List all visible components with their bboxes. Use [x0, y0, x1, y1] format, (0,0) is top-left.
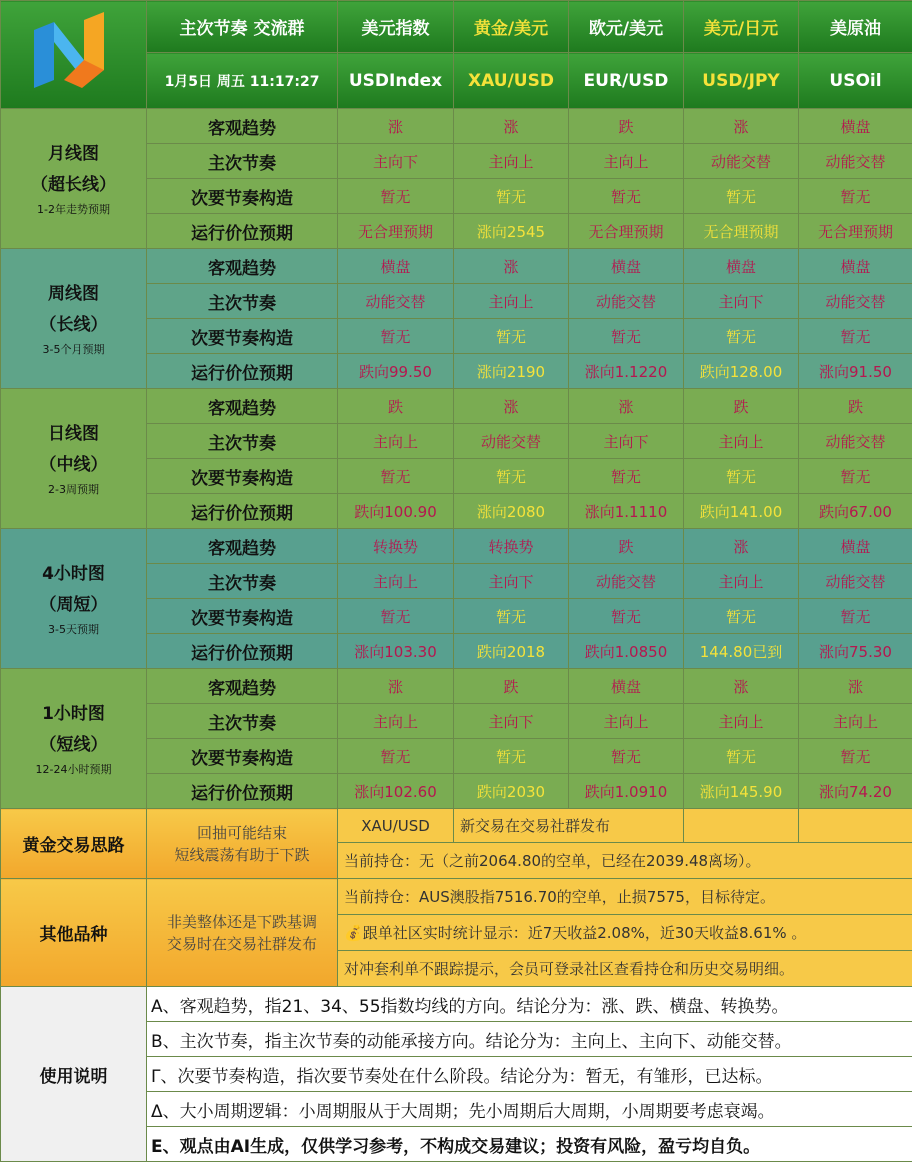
- timeframe-sub: （中线）: [39, 454, 108, 475]
- value-cell: 涨: [684, 669, 799, 704]
- value-cell: 暂无: [799, 459, 912, 494]
- stats-text: 跟单社区实时统计显示：近7天收益2.08%，近30天收益8.61% 。: [362, 924, 807, 942]
- value-cell: 动能交替: [799, 424, 912, 459]
- logo: [1, 1, 147, 109]
- value-cell: 动能交替: [338, 284, 454, 319]
- value-cell: 跌: [569, 529, 684, 564]
- timeframe-name: 日线图: [48, 423, 99, 444]
- value-cell: 主向下: [454, 704, 569, 739]
- timeframe-note: 3-5天预期: [48, 622, 99, 636]
- section-row: [1, 389, 912, 424]
- value-cell: 暂无: [569, 599, 684, 634]
- value-cell: 跌向1.0850: [569, 634, 684, 669]
- value-cell: 暂无: [569, 319, 684, 354]
- row-label: 客观趋势: [147, 389, 338, 424]
- value-cell: 转换势: [454, 529, 569, 564]
- value-cell: 跌: [799, 389, 912, 424]
- row-label: 主次节奏: [147, 284, 338, 319]
- value-cell: 主向上: [338, 424, 454, 459]
- value-cell: 主向上: [569, 704, 684, 739]
- value-cell: 暂无: [684, 459, 799, 494]
- datetime: 1月5日 周五 11:17:27: [147, 53, 338, 109]
- row-label: 次要节奏构造: [147, 179, 338, 214]
- value-cell: 跌: [454, 669, 569, 704]
- gold-strategy-label: 黄金交易思路: [1, 809, 147, 879]
- value-cell: 横盘: [799, 109, 912, 144]
- value-cell: 无合理预期: [569, 214, 684, 249]
- value-cell: 暂无: [684, 179, 799, 214]
- value-cell: 暂无: [454, 459, 569, 494]
- timeframe-cell: [1, 389, 147, 529]
- gold-instrument: XAU/USD: [338, 809, 454, 843]
- value-cell: 跌: [684, 389, 799, 424]
- instrument-code-4: USOil: [799, 53, 912, 109]
- value-cell: 144.80已到: [684, 634, 799, 669]
- row-label: 次要节奏构造: [147, 459, 338, 494]
- logo-icon: [24, 10, 124, 96]
- value-cell: 跌: [569, 109, 684, 144]
- money-bag-icon: 💰: [344, 924, 363, 942]
- value-cell: 涨向1.1220: [569, 354, 684, 389]
- instrument-cn-4: 美原油: [799, 1, 912, 53]
- value-cell: 跌向1.0910: [569, 774, 684, 809]
- row-label: 客观趋势: [147, 109, 338, 144]
- value-cell: 暂无: [338, 179, 454, 214]
- other-hedge-note: 对冲套利单不跟踪提示，会员可登录社区查看持仓和历史交易明细。: [338, 951, 912, 987]
- value-cell: 暂无: [684, 599, 799, 634]
- other-stats: [338, 915, 912, 951]
- value-cell: 无合理预期: [338, 214, 454, 249]
- value-cell: 主向上: [684, 564, 799, 599]
- gold-position: 当前持仓：无（之前2064.80的空单，已经在2039.48离场）。: [338, 843, 912, 879]
- value-cell: 动能交替: [454, 424, 569, 459]
- instrument-cn-1: 黄金/美元: [454, 1, 569, 53]
- gold-strategy-note: [147, 809, 338, 879]
- section-row: [1, 669, 912, 704]
- row-label: 运行价位预期: [147, 634, 338, 669]
- row-label: 主次节奏: [147, 424, 338, 459]
- value-cell: 暂无: [569, 179, 684, 214]
- value-cell: 暂无: [454, 739, 569, 774]
- row-label: 客观趋势: [147, 249, 338, 284]
- value-cell: 涨: [569, 389, 684, 424]
- timeframe-sub: （长线）: [39, 314, 108, 335]
- value-cell: 涨向102.60: [338, 774, 454, 809]
- value-cell: 暂无: [799, 179, 912, 214]
- instrument-code-3: USD/JPY: [684, 53, 799, 109]
- row-label: 运行价位预期: [147, 214, 338, 249]
- instruction-line: Γ、次要节奏构造，指次要节奏处在什么阶段。结论分为：暂无，有雏形，已达标。: [147, 1057, 912, 1092]
- value-cell: 涨向145.90: [684, 774, 799, 809]
- timeframe-name: 4小时图: [42, 563, 105, 584]
- value-cell: 跌: [338, 389, 454, 424]
- value-cell: 暂无: [799, 599, 912, 634]
- timeframe-name: 周线图: [48, 283, 99, 304]
- value-cell: 横盘: [799, 249, 912, 284]
- row-label: 次要节奏构造: [147, 599, 338, 634]
- value-cell: 跌向100.90: [338, 494, 454, 529]
- value-cell: 暂无: [684, 319, 799, 354]
- value-cell: 跌向128.00: [684, 354, 799, 389]
- gold-new-trade: 新交易在交易社群发布: [454, 809, 684, 843]
- value-cell: 跌向99.50: [338, 354, 454, 389]
- instruction-line: E、观点由AI生成，仅供学习参考，不构成交易建议；投资有风险，盈亏均自负。: [147, 1127, 912, 1162]
- value-cell: 暂无: [454, 179, 569, 214]
- value-cell: 涨向74.20: [799, 774, 912, 809]
- value-cell: 动能交替: [799, 284, 912, 319]
- value-cell: 主向下: [684, 284, 799, 319]
- value-cell: 涨: [338, 109, 454, 144]
- instrument-code-2: EUR/USD: [569, 53, 684, 109]
- value-cell: 动能交替: [569, 284, 684, 319]
- other-note-line1: 非美整体还是下跌基调: [166, 912, 317, 931]
- value-cell: 暂无: [799, 319, 912, 354]
- value-cell: 动能交替: [799, 144, 912, 179]
- value-cell: 涨向2190: [454, 354, 569, 389]
- timeframe-sub: （短线）: [39, 734, 108, 755]
- gold-note-line1: 回抽可能结束: [196, 823, 287, 842]
- instruction-line: Δ、大小周期逻辑：小周期服从于大周期；先小周期后大周期，小周期要考虑衰竭。: [147, 1092, 912, 1127]
- value-cell: 暂无: [338, 599, 454, 634]
- timeframe-name: 月线图: [48, 143, 99, 164]
- value-cell: 暂无: [338, 459, 454, 494]
- timeframe-cell: [1, 249, 147, 389]
- value-cell: 横盘: [569, 669, 684, 704]
- value-cell: 涨: [338, 669, 454, 704]
- group-title: 主次节奏 交流群: [147, 1, 338, 53]
- timeframe-note: 12-24小时预期: [35, 762, 112, 776]
- section-row: [1, 249, 912, 284]
- value-cell: 跌向2030: [454, 774, 569, 809]
- instrument-cn-0: 美元指数: [338, 1, 454, 53]
- row-label: 主次节奏: [147, 144, 338, 179]
- value-cell: 涨向91.50: [799, 354, 912, 389]
- row-label: 运行价位预期: [147, 494, 338, 529]
- value-cell: 主向上: [338, 704, 454, 739]
- value-cell: 暂无: [454, 319, 569, 354]
- empty-cell: [799, 809, 912, 843]
- value-cell: 横盘: [799, 529, 912, 564]
- value-cell: 涨: [684, 529, 799, 564]
- row-label: 客观趋势: [147, 669, 338, 704]
- section-row: [1, 529, 912, 564]
- value-cell: 横盘: [684, 249, 799, 284]
- value-cell: 动能交替: [684, 144, 799, 179]
- timeframe-note: 2-3周预期: [48, 482, 99, 496]
- value-cell: 主向上: [799, 704, 912, 739]
- value-cell: 涨向75.30: [799, 634, 912, 669]
- value-cell: 暂无: [454, 599, 569, 634]
- value-cell: 涨向1.1110: [569, 494, 684, 529]
- value-cell: 涨向103.30: [338, 634, 454, 669]
- value-cell: 主向上: [454, 284, 569, 319]
- instruction-line: A、客观趋势，指21、34、55指数均线的方向。结论分为：涨、跌、横盘、转换势。: [147, 987, 912, 1022]
- value-cell: 涨: [684, 109, 799, 144]
- row-label: 运行价位预期: [147, 774, 338, 809]
- row-label: 运行价位预期: [147, 354, 338, 389]
- value-cell: 涨: [454, 389, 569, 424]
- instrument-code-0: USDIndex: [338, 53, 454, 109]
- value-cell: 主向下: [338, 144, 454, 179]
- other-note: [147, 879, 338, 987]
- timeframe-sub: （超长线）: [31, 174, 116, 195]
- value-cell: 暂无: [338, 319, 454, 354]
- value-cell: 暂无: [569, 459, 684, 494]
- other-note-line2: 交易时在交易社群发布: [166, 934, 317, 953]
- value-cell: 跌向141.00: [684, 494, 799, 529]
- value-cell: 涨: [799, 669, 912, 704]
- value-cell: 跌向2018: [454, 634, 569, 669]
- timeframe-sub: （周短）: [39, 594, 108, 615]
- instruction-line: B、主次节奏，指主次节奏的动能承接方向。结论分为：主向上、主向下、动能交替。: [147, 1022, 912, 1057]
- value-cell: 无合理预期: [799, 214, 912, 249]
- value-cell: 动能交替: [569, 564, 684, 599]
- value-cell: 暂无: [799, 739, 912, 774]
- value-cell: 暂无: [684, 739, 799, 774]
- value-cell: 动能交替: [799, 564, 912, 599]
- value-cell: 暂无: [338, 739, 454, 774]
- timeframe-note: 1-2年走势预期: [37, 202, 110, 216]
- value-cell: 主向上: [569, 144, 684, 179]
- value-cell: 横盘: [569, 249, 684, 284]
- timeframe-cell: [1, 669, 147, 809]
- timeframe-name: 1小时图: [42, 703, 105, 724]
- row-label: 次要节奏构造: [147, 739, 338, 774]
- empty-cell: [684, 809, 799, 843]
- value-cell: 暂无: [569, 739, 684, 774]
- value-cell: 涨: [454, 249, 569, 284]
- value-cell: 转换势: [338, 529, 454, 564]
- row-label: 客观趋势: [147, 529, 338, 564]
- other-label: 其他品种: [1, 879, 147, 987]
- value-cell: 主向下: [569, 424, 684, 459]
- instrument-cn-2: 欧元/美元: [569, 1, 684, 53]
- instrument-cn-3: 美元/日元: [684, 1, 799, 53]
- instrument-code-1: XAU/USD: [454, 53, 569, 109]
- value-cell: 横盘: [338, 249, 454, 284]
- row-label: 主次节奏: [147, 564, 338, 599]
- value-cell: 跌向67.00: [799, 494, 912, 529]
- value-cell: 主向上: [684, 704, 799, 739]
- value-cell: 主向上: [338, 564, 454, 599]
- value-cell: 无合理预期: [684, 214, 799, 249]
- value-cell: 涨向2545: [454, 214, 569, 249]
- row-label: 次要节奏构造: [147, 319, 338, 354]
- timeframe-note: 3-5个月预期: [42, 342, 105, 356]
- row-label: 主次节奏: [147, 704, 338, 739]
- value-cell: 主向上: [454, 144, 569, 179]
- value-cell: 涨向2080: [454, 494, 569, 529]
- value-cell: 涨: [454, 109, 569, 144]
- value-cell: 主向上: [684, 424, 799, 459]
- gold-note-line2: 短线震荡有助于下跌: [174, 845, 310, 864]
- instructions-label: 使用说明: [1, 987, 147, 1162]
- value-cell: 主向下: [454, 564, 569, 599]
- timeframe-cell: [1, 529, 147, 669]
- section-row: [1, 109, 912, 144]
- other-position: 当前持仓：AUS澳股指7516.70的空单，止损7575，目标待定。: [338, 879, 912, 915]
- timeframe-cell: [1, 109, 147, 249]
